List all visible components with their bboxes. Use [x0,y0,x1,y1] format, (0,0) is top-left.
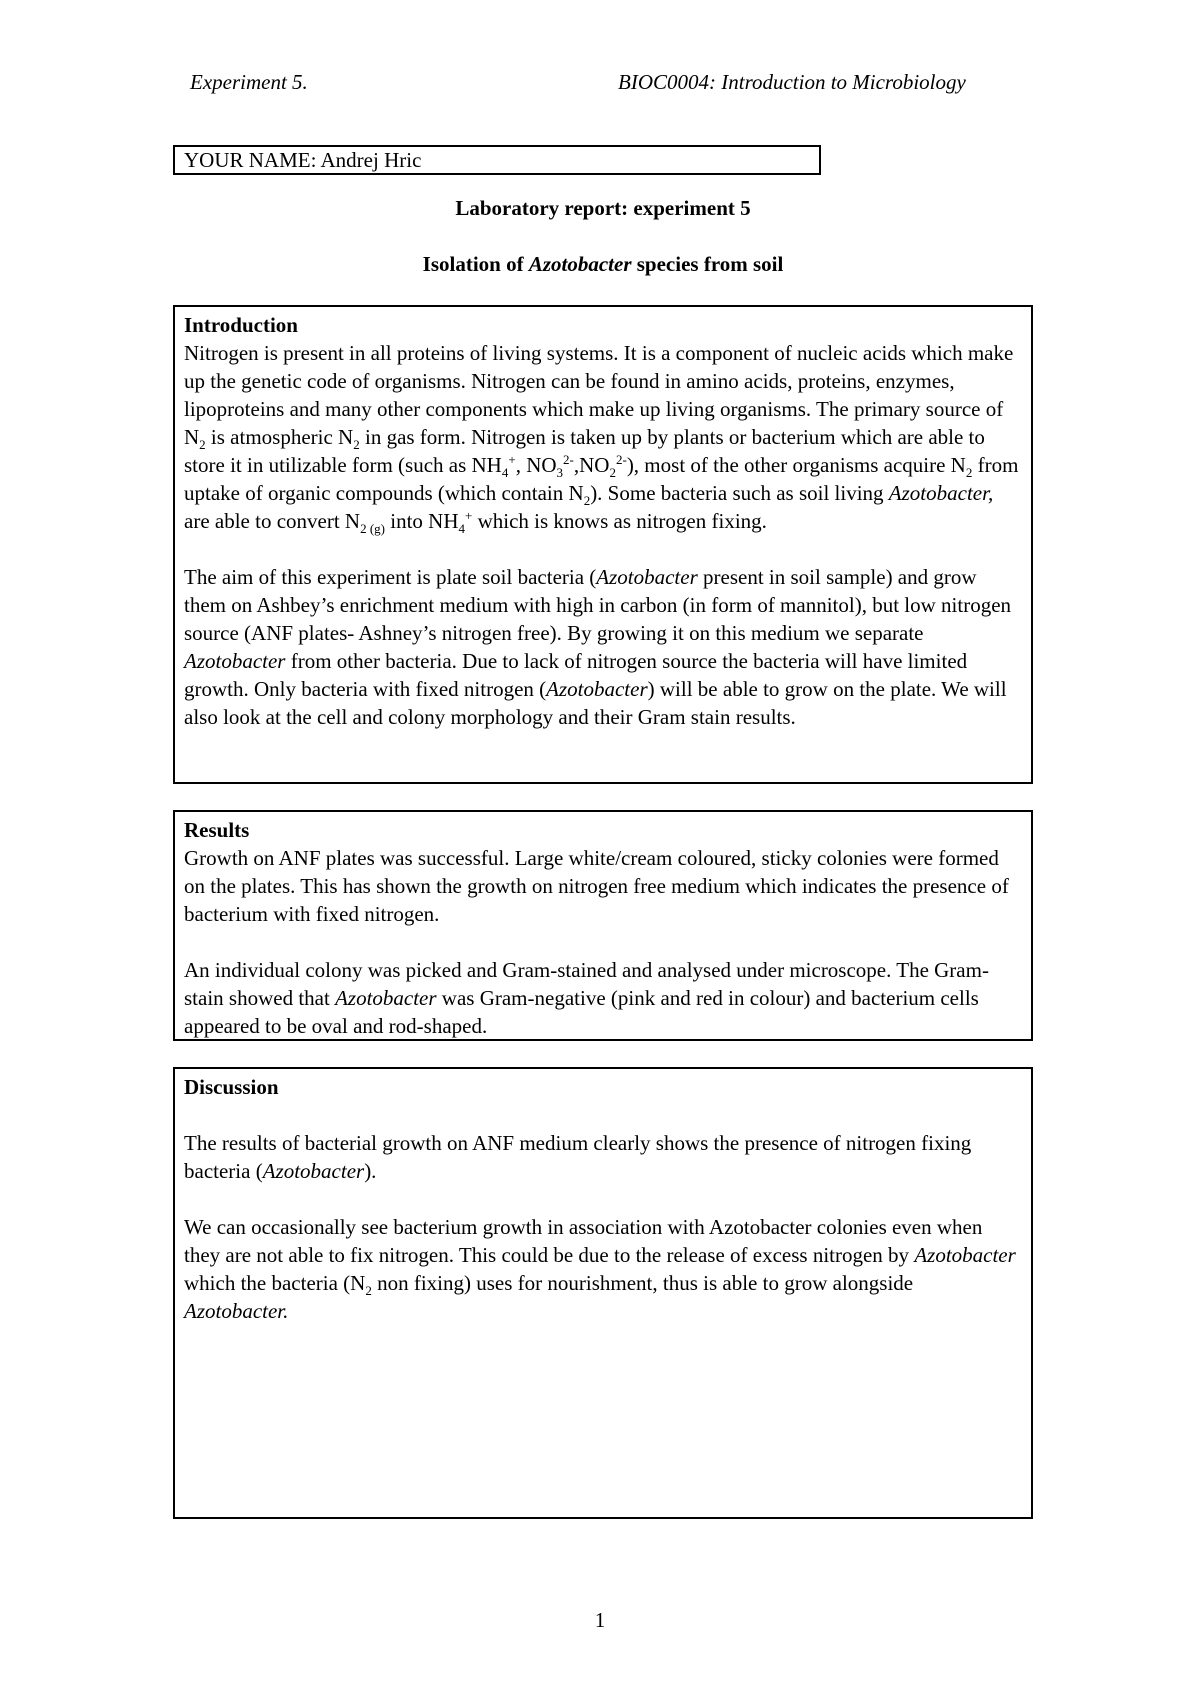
introduction-section [173,305,1033,784]
name-field: YOUR NAME: Andrej Hric [173,145,821,175]
discussion-paragraph-1: The results of bacterial growth on ANF medium clearly shows the presence of nitrogen fixing bacteria (Azotobacter). [184,1131,972,1183]
introduction-paragraph-1: Nitrogen is present in all proteins of living systems. It is a component of nucleic acids which make up the genetic code of organisms. Nitrogen can be found in amino acids, proteins, enzymes, lipoproteins and many other components which make up living organisms. The primary source of $N_2$ is atmospheric $N_2$ in gas form. Nitrogen is taken up by plants or bacterium which are able to store it in utilizable form (such as $NH_4^+$, $NO_3^{2-},NO_2^{2-}$), most of the other organisms acquire $N_2$ from uptake of organic compounds (which contain $N_2$). Some bacteria such as soil living Azotobacter, are able to convert $N_{2 (g)}$ into $NH_4^+$ which is knows as nitrogen fixing. [184,341,1019,537]
discussion-heading: Discussion [184,1075,279,1099]
discussion-section [173,1067,1033,1519]
discussion-paragraph-2: We can occasionally see bacterium growth in association with Azotobacter colonies even when they are not able to fix nitrogen. This could be due to the release of excess nitrogen by Azotobacter which the bacteria ($N_2$ non fixing) uses for nourishment, thus is able to grow alongside Azotobacter. [184,1215,1016,1323]
header-course: BIOC0004: Introduction to Microbiology [618,70,966,94]
introduction-paragraph-2: The aim of this experiment is plate soil bacteria (Azotobacter present in soil sample) and grow them on Ashbey’s enrichment medium with high in carbon (in form of mannitol), but low nitrogen source (ANF plates- Ashney’s nitrogen free). By growing it on this medium we separate Azotobacter from other bacteria. Due to lack of nitrogen source the bacteria will have limited growth. Only bacteria with fixed nitrogen (Azotobacter) will be able to grow on the plate. We will also look at the cell and colony morphology and their Gram stain results. [184,565,1012,729]
page-number: 1 [594,1608,606,1632]
header-experiment: Experiment 5. [190,70,308,94]
report-subtitle: Isolation of Azotobacter species from soil [422,252,784,276]
results-paragraph-2: An individual colony was picked and Gram-stained and analysed under microscope. The Gram-stain showed that Azotobacter was Gram-negative (pink and red in colour) and bacterium cells appeared to be oval and rod-shaped. [184,958,989,1038]
results-paragraph-1: Growth on ANF plates was successful. Large white/cream coloured, sticky colonies were formed on the plates. This has shown the growth on nitrogen free medium which indicates the presence of bacterium with fixed nitrogen. [184,846,1009,926]
introduction-heading: Introduction [184,313,298,337]
results-heading: Results [184,818,250,842]
report-title: Laboratory report: experiment 5 [455,196,751,220]
results-section [173,810,1033,1041]
